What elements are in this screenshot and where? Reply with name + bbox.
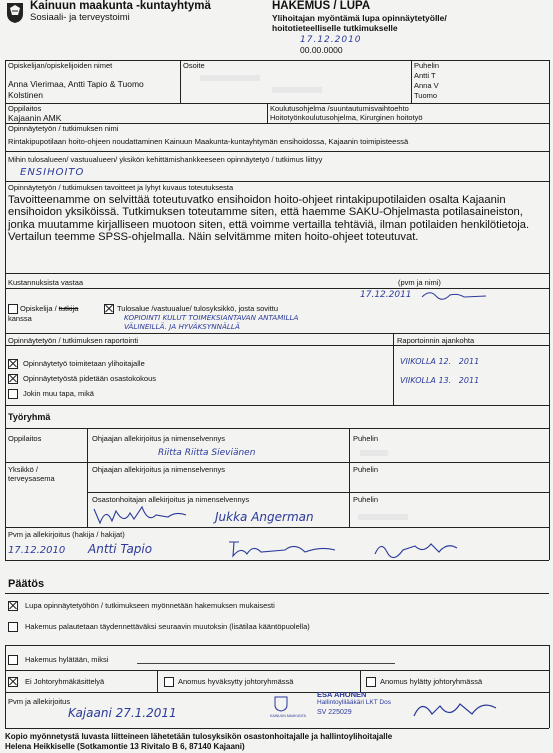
institution-label: Oppilaitos bbox=[8, 104, 42, 113]
costs-unit-checkbox[interactable] bbox=[104, 304, 114, 314]
address-label: Osoite bbox=[183, 61, 205, 70]
supervisor1-phone-redacted bbox=[360, 450, 388, 456]
costs-date-label: (pvm ja nimi) bbox=[398, 278, 441, 287]
costs-label: Kustannuksista vastaa bbox=[8, 278, 84, 287]
applicant-sign-label: Pvm ja allekirjoitus (hakija / hakijat) bbox=[8, 530, 125, 539]
handwritten-costs-note-2: VÄLINEILLÄ. JA HYVÄKSYNNÄLLÄ bbox=[124, 322, 240, 331]
decision-opt4: Ei Johtoryhmäkäsittelyä bbox=[25, 677, 105, 686]
phone-col-label-2: Puhelin bbox=[353, 465, 379, 474]
costs-student-checkbox[interactable] bbox=[8, 304, 18, 314]
decision-opt6: Anomus hylätty johtoryhmässä bbox=[380, 677, 483, 686]
goals-label: Opinnäytetyön / tutkimuksen tavoitteet ja lyhyt kuvaus toteutuksesta bbox=[8, 183, 234, 192]
address-redacted-2 bbox=[272, 87, 322, 93]
decision-title: Päätös bbox=[8, 578, 45, 590]
phone-col-label-3: Puhelin bbox=[353, 495, 379, 504]
org-name: Kainuun maakunta -kuntayhtymä bbox=[30, 0, 211, 12]
stamp-org: KAINUUN MAAKUNTA bbox=[270, 714, 306, 718]
phone-line-1: Antti T bbox=[414, 71, 436, 80]
org-sub: Sosiaali- ja terveystoimi bbox=[30, 12, 130, 23]
coat-of-arms-icon bbox=[6, 2, 24, 24]
handwritten-area-value: ENSIHOITO bbox=[20, 167, 85, 178]
costs-opt1-suffix: kanssa bbox=[8, 314, 32, 323]
reporting-schedule-label: Raportoinnin ajankohta bbox=[397, 336, 475, 345]
supervisor2-label: Ohjaajan allekirjoitus ja nimenselvennys bbox=[92, 465, 225, 474]
program-value: Hoitotyönkoulutusohjelma, Kirurginen hoitotyö bbox=[270, 113, 423, 122]
stamp-crest-icon bbox=[274, 696, 288, 712]
official-stamp bbox=[270, 688, 400, 726]
decision-return-checkbox[interactable] bbox=[8, 622, 18, 632]
form-title: HAKEMUS / LUPA bbox=[272, 0, 371, 12]
handwritten-supervisor1-sig: Riitta Riitta Sieviänen bbox=[158, 448, 256, 458]
costs-opt1 bbox=[20, 304, 78, 313]
handwritten-ward-sig: Jukka Angerman bbox=[215, 510, 314, 524]
ward-signature-scribble bbox=[90, 503, 190, 527]
decision-opt5: Anomus hyväksytty johtoryhmässä bbox=[178, 677, 294, 686]
report-to-head-nurse-checkbox[interactable] bbox=[8, 359, 18, 369]
decision-sign-label: Pvm ja allekirjoitus bbox=[8, 697, 71, 706]
applicant-signatures-scribble bbox=[225, 538, 475, 560]
handwritten-costs-note-1: KOPIOINTI KULUT TOIMEKSIANTAVAN ANTAMILLA bbox=[124, 313, 299, 322]
workgroup-title: Työryhmä bbox=[8, 412, 51, 422]
phone-label: Puhelin bbox=[414, 61, 440, 70]
stamp-name: ESA AHONEN bbox=[317, 690, 367, 699]
phone-col-label-1: Puhelin bbox=[353, 434, 379, 443]
handwritten-header-date: 17.12.2010 bbox=[300, 35, 362, 45]
unit-label: Yksikkö / terveysasema bbox=[8, 465, 55, 483]
handwritten-decision-date: Kajaani 27.1.2011 bbox=[68, 706, 177, 720]
decision-opt1: Lupa opinnäytetyöhön / tutkimukseen myönnetään hakemuksen mukaisesti bbox=[25, 601, 275, 610]
costs-signature-mark bbox=[420, 289, 490, 301]
institution-value: Kajaanin AMK bbox=[8, 113, 62, 123]
footer-line-1: Kopio myönnetystä luvasta liitteineen lähetetään tulosyksikön osastonhoitajalle ja hallintoylihoitajalle bbox=[5, 732, 393, 741]
costs-opt1-strike: tutkija bbox=[58, 304, 79, 313]
decision-opt2: Hakemus palautetaan täydennettäväksi seuraavin muutoksin (lisätilaa kääntöpuolella) bbox=[25, 622, 310, 631]
program-label: Koulutusohjelma /suuntautumisvaihtoehto bbox=[270, 104, 409, 113]
decision-approve-checkbox[interactable] bbox=[8, 601, 18, 611]
supervisor1-label: Ohjaajan allekirjoitus ja nimenselvennys bbox=[92, 434, 225, 443]
decision-signature-scribble bbox=[410, 696, 500, 724]
handwritten-applicant-sig: Antti Tapio bbox=[88, 542, 153, 556]
reference-number: 00.00.0000 bbox=[300, 45, 343, 55]
goals-value: Tavoitteenamme on selvittää toteutuvatko ensihoidon hoito-ohjeet rintakipupotilaiden osalta Kajaanin ensihoidon yksiköissä. Tutkimuksen toteutamme siten, että haemme SAKU-Ohjelmasta potilasaineiston, jonka muutamme kirjalliseen muotoon siten, että voimme vertailla tehtäviä, ilman potilaiden henkilötietoja. Vertailun teemme SPSS-ohjelmalla. Näin selvitämme miten hoito-ohjeet toteutuvat. bbox=[8, 194, 530, 243]
phone-line-3: Tuomo bbox=[414, 91, 438, 100]
handwritten-report-when-2: VIIKOLLA 13. 2011 bbox=[400, 376, 480, 385]
ward-label: Osastonhoitajan allekirjoitus ja nimenselvennys bbox=[92, 495, 250, 504]
address-redacted bbox=[200, 75, 260, 81]
form-subtitle-1: Ylihoitajan myöntämä lupa opinnäytetyölle/ bbox=[272, 13, 447, 23]
reporting-label: Opinnäytetyön / tutkimuksen raportointi bbox=[8, 336, 139, 345]
report-other-checkbox[interactable] bbox=[8, 389, 18, 399]
handwritten-report-when-1: VIIKOLLA 12. 2011 bbox=[400, 357, 480, 366]
form-subtitle-2: hoitotieteelliselle tutkimukselle bbox=[272, 23, 398, 33]
stamp-title: Hallintoylilääkäri LKT Dos bbox=[317, 699, 391, 706]
area-label: Mihin tulosalueen/ vastuualueen/ yksikön kehittämishankkeeseen opinnäytetyö / tutkimus liittyy bbox=[8, 155, 323, 164]
board-rejected-checkbox[interactable] bbox=[366, 677, 376, 687]
names-value-2: Kolstinen bbox=[8, 90, 43, 100]
ward-phone-redacted bbox=[358, 514, 408, 520]
thesis-name-value: Rintakipupotilaan hoito-ohjeen noudattaminen Kainuun Maakunta-kuntayhtymän ensihoidossa, Kajaanin toimipisteessä bbox=[8, 137, 409, 146]
costs-opt1-prefix: Opiskelija / bbox=[20, 304, 57, 313]
handwritten-applicant-date: 17.12.2010 bbox=[8, 545, 66, 556]
stamp-id: SV 225029 bbox=[317, 709, 352, 716]
report-opt1: Opinnäytetyö toimitetaan ylihoitajalle bbox=[23, 359, 145, 368]
decision-reject-checkbox[interactable] bbox=[8, 655, 18, 665]
thesis-name-label: Opinnäytetyön / tutkimuksen nimi bbox=[8, 124, 119, 133]
handwritten-costs-date: 17.12.2011 bbox=[360, 290, 412, 300]
costs-opt2: Tulosalue /vastuualue/ tulosyksikkö, josta sovittu bbox=[117, 304, 279, 313]
report-opt2: Opinnäytetyöstä pidetään osastokokous bbox=[23, 374, 157, 383]
no-board-review-checkbox[interactable] bbox=[8, 677, 18, 687]
footer-line-2: Helena Heikkiselle (Sotkamontie 13 Rivitalo B 6, 87140 Kajaani) bbox=[5, 742, 245, 751]
decision-opt3: Hakemus hylätään, miksi bbox=[25, 655, 109, 664]
report-opt3: Jokin muu tapa, mikä bbox=[23, 389, 94, 398]
names-label: Opiskelijan/opiskelijoiden nimet bbox=[8, 61, 113, 70]
board-approved-checkbox[interactable] bbox=[164, 677, 174, 687]
names-value-1: Anna Vierimaa, Antti Tapio & Tuomo bbox=[8, 79, 144, 89]
workgroup-school-label: Oppilaitos bbox=[8, 434, 42, 443]
phone-line-2: Anna V bbox=[414, 81, 439, 90]
report-ward-meeting-checkbox[interactable] bbox=[8, 374, 18, 384]
